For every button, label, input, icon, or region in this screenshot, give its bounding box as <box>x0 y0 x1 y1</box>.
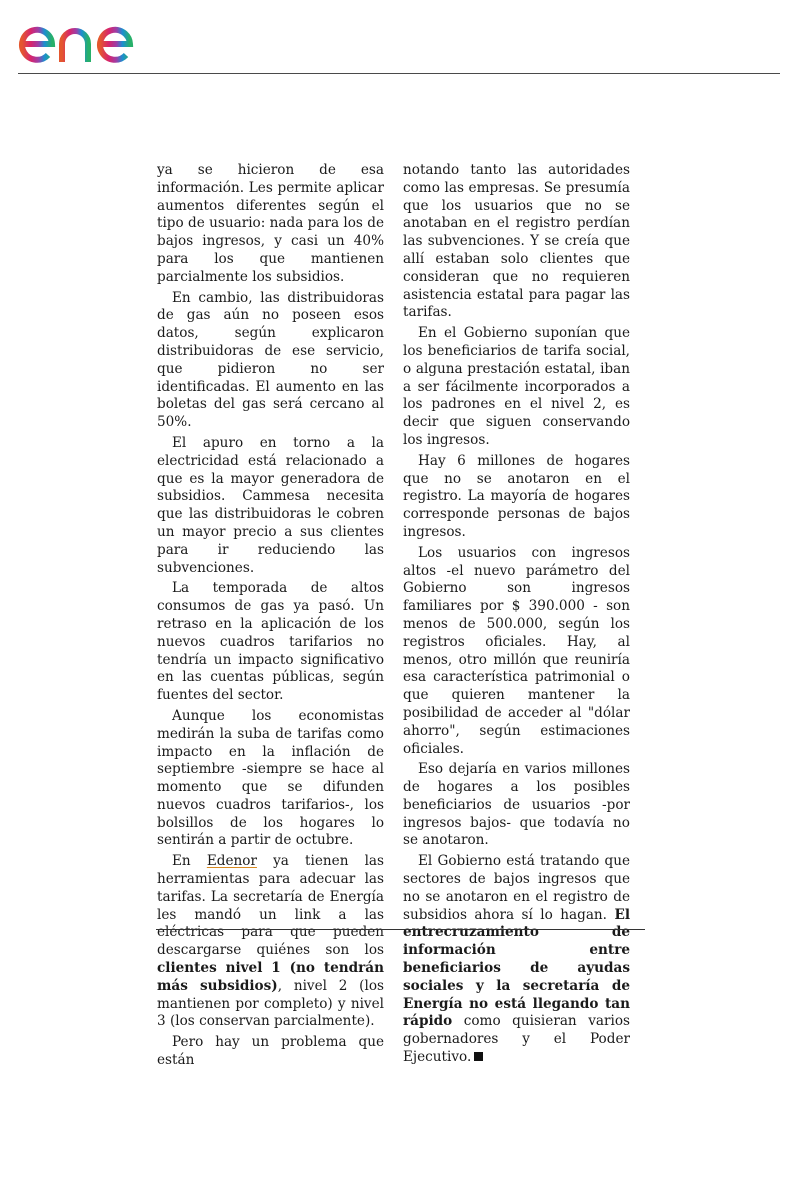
paragraph-text: , nivel 2 (los mantienen por completo) y nivel 3 (los conservan parcialmente). <box>157 977 384 1030</box>
paragraph: Los usuarios con ingresos altos -el nuevo parámetro del Gobierno son ingresos familiares por $ 390.000 - son menos de 500.000, según los registros oficiales. Hay, al menos, otro millón que reuniría esa característica patrimonial o que quieren mantener la posibilidad de acceder al "dólar ahorro", según estimaciones oficiales. <box>403 544 630 757</box>
paragraph-text: como quisieran varios gobernadores y el Poder Ejecutivo. <box>403 1013 630 1066</box>
article-column-right <box>403 162 630 1070</box>
paragraph: En el Gobierno suponían que los beneficiarios de tarifa social, o alguna prestación estatal, iban a ser fácilmente incorporados a los padrones en el nivel 2, es decir que siguen conservando los ingresos. <box>403 325 630 448</box>
bold-text: clientes nivel 1 (no tendrán más subsidios) <box>157 960 384 994</box>
paragraph: ya se hicieron de esa información. Les permite aplicar aumentos diferentes según el tipo de usuario: nada para los de bajos ingresos, y casi un 40% para los que mantienen parcialmente los subsidios. <box>157 162 384 285</box>
paragraph: Aunque los economistas medirán la suba de tarifas como impacto en la inflación de septiembre -siempre se hace al momento que se difunden nuevos cuadros tarifarios-, los bolsillos de los hogares lo sentirán a partir de octubre. <box>157 707 384 849</box>
article-column-left <box>157 162 384 1073</box>
paragraph: Eso dejaría en varios millones de hogares a los posibles beneficiarios de usuarios -por ingresos bajos- que todavía no se anotaron. <box>403 761 630 849</box>
paragraph-text: El Gobierno está tratando que sectores de bajos ingresos que no se anotaron en el registro de subsidios ahora sí lo hagan. <box>403 853 630 923</box>
paragraph: Pero hay un problema que están <box>157 1034 384 1069</box>
paragraph <box>157 853 384 1031</box>
article-bottom-divider <box>156 929 645 930</box>
header-divider <box>18 73 780 74</box>
paragraph: La temporada de altos consumos de gas ya pasó. Un retraso en la aplicación de los nuevos cuadros tarifarios no tendría un impacto significativo en las cuentas públicas, según fuentes del sector. <box>157 580 384 704</box>
end-of-article-icon <box>474 1052 483 1061</box>
paragraph: notando tanto las autoridades como las empresas. Se presumía que los usuarios que no se anotaban en el registro perdían las subvenciones. Y se creía que allí estaban solo clientes que consideran que no requieren asistencia estatal para pagar las tarifas. <box>403 162 630 321</box>
paragraph <box>403 853 630 1067</box>
bold-text: El entrecruzamiento de información entre beneficiarios de ayudas sociales y la secretaría de Energía no está llegando tan rápido <box>403 906 630 1030</box>
paragraph: Hay 6 millones de hogares que no se anotaron en el registro. La mayoría de hogares corresponde personas de bajos ingresos. <box>403 452 630 540</box>
paragraph-text: En <box>172 853 191 870</box>
paragraph-text: ya tienen las herramientas para adecuar las tarifas. La secretaría de Energía les mandó un link a las eléctricas para que pueden descargarse quiénes son los <box>157 853 385 959</box>
enel-logo <box>18 8 170 66</box>
paragraph: En cambio, las distribuidoras de gas aún no poseen esos datos, según explicaron distribuidoras de ese servicio, que pidieron no ser identificadas. El aumento en las boletas del gas será cercano al 50%. <box>157 289 384 431</box>
edenor-link[interactable]: Edenor <box>206 853 257 870</box>
paragraph: El apuro en torno a la electricidad está relacionado a que es la mayor generadora de subsidios. Cammesa necesita que las distribuidoras le cobren un mayor precio a sus clientes para ir reduciendo las subvenciones. <box>157 434 384 576</box>
